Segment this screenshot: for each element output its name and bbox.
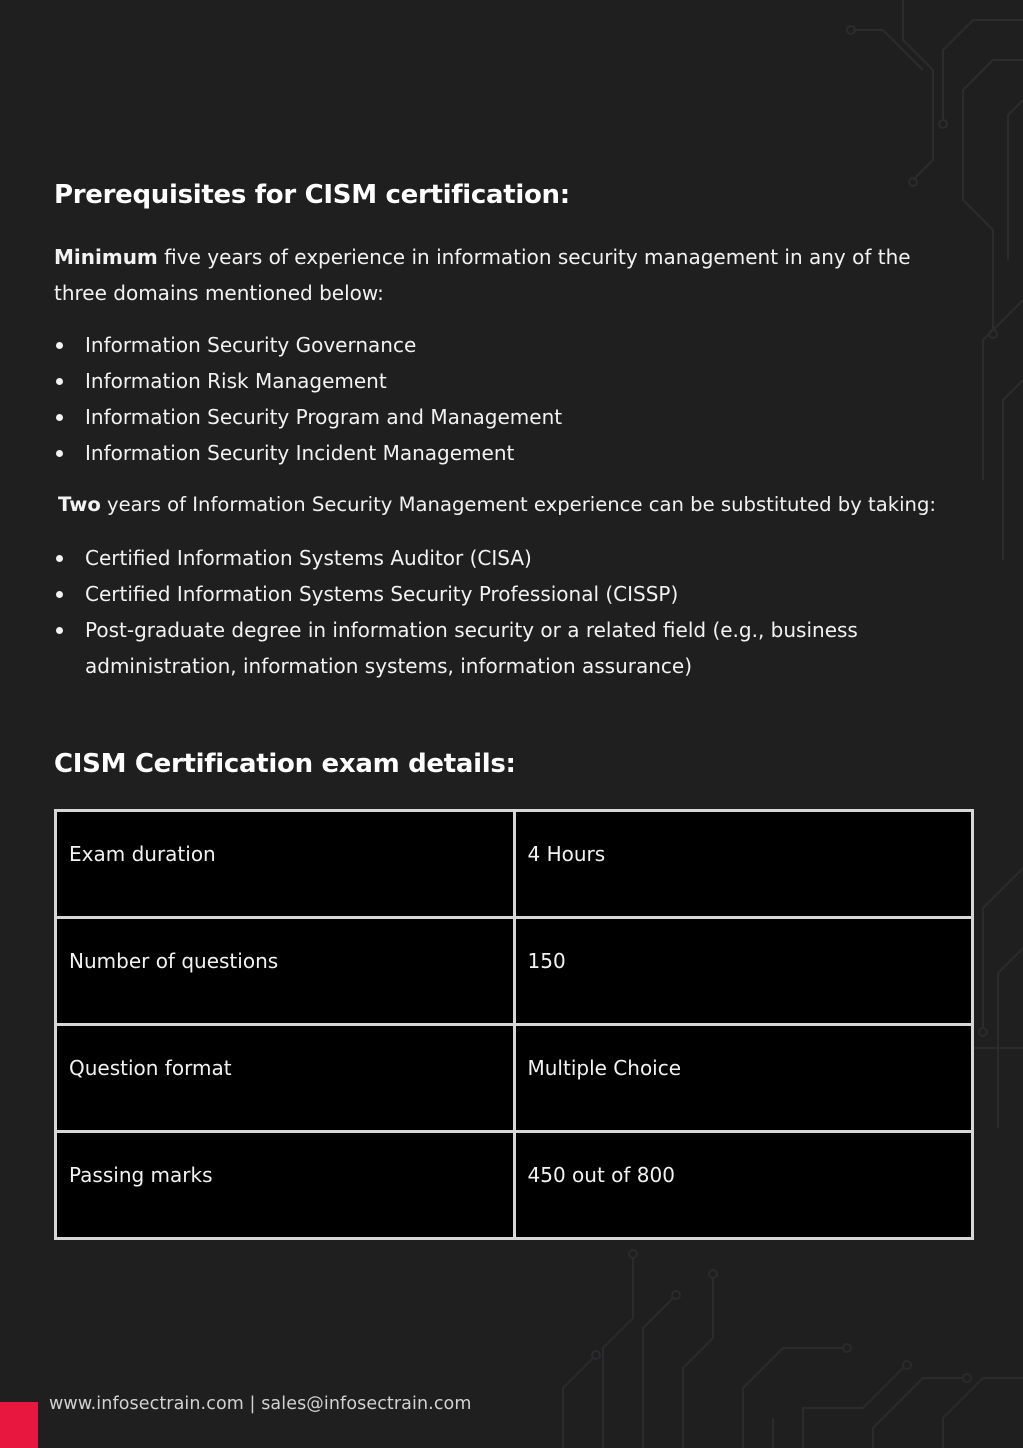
list-item xyxy=(54,435,954,471)
exam-details-table xyxy=(54,809,974,1240)
list-item-text: Information Security Program and Management xyxy=(85,405,563,429)
cell-text: Multiple Choice xyxy=(527,1056,682,1080)
table-row xyxy=(57,919,971,1023)
cell-text: 450 out of 800 xyxy=(527,1163,675,1187)
substitute-intro xyxy=(58,487,988,523)
table-cell-value xyxy=(516,919,972,1023)
intro-text: five years of experience in information security management in any of the three domains mentioned below: xyxy=(54,245,911,305)
substitute-bold: Two xyxy=(58,493,101,516)
footer-accent-bar xyxy=(0,1402,38,1448)
list-item-text: Information Risk Management xyxy=(85,369,387,393)
table-row xyxy=(57,1026,971,1130)
list-item xyxy=(54,576,954,612)
exam-details-heading: CISM Certification exam details: xyxy=(54,749,516,779)
substitutes-list xyxy=(54,540,954,684)
bullet-icon xyxy=(56,378,63,385)
list-item-text: Information Security Governance xyxy=(85,333,417,357)
prerequisites-heading: Prerequisites for CISM certification: xyxy=(54,180,570,210)
intro-bold: Minimum xyxy=(54,245,158,269)
table-cell-label xyxy=(57,1133,513,1237)
substitute-text: years of Information Security Management experience can be substituted by taking: xyxy=(100,493,936,516)
cell-text: Number of questions xyxy=(69,949,279,973)
table-cell-label xyxy=(57,919,513,1023)
table-cell-value xyxy=(516,1133,972,1237)
cell-text: Exam duration xyxy=(69,842,216,866)
list-item xyxy=(54,399,954,435)
bullet-icon xyxy=(56,591,63,598)
table-row xyxy=(57,1133,971,1237)
cell-text: Passing marks xyxy=(69,1163,213,1187)
bullet-icon xyxy=(56,627,63,634)
list-item-text: Post-graduate degree in information security or a related field (e.g., business administration, information systems, information assurance) xyxy=(85,618,858,678)
list-item-text: Certified Information Systems Auditor (CISA) xyxy=(85,546,532,570)
table-cell-label xyxy=(57,1026,513,1130)
list-item-text: Certified Information Systems Security Professional (CISSP) xyxy=(85,582,679,606)
bullet-icon xyxy=(56,555,63,562)
table-cell-value xyxy=(516,1026,972,1130)
cell-text: 150 xyxy=(527,949,566,973)
bullet-icon xyxy=(56,450,63,457)
table-cell-label xyxy=(57,812,513,916)
footer-contact[interactable]: www.infosectrain.com | sales@infosectrain.com xyxy=(49,1394,472,1414)
prerequisites-intro xyxy=(54,239,954,311)
domains-list xyxy=(54,327,954,471)
list-item xyxy=(54,540,954,576)
bullet-icon xyxy=(56,342,63,349)
bullet-icon xyxy=(56,414,63,421)
cell-text: Question format xyxy=(69,1056,232,1080)
cell-text: 4 Hours xyxy=(527,842,606,866)
table-row xyxy=(57,812,971,916)
list-item xyxy=(54,612,954,684)
table-cell-value xyxy=(516,812,972,916)
list-item xyxy=(54,363,954,399)
list-item-text: Information Security Incident Management xyxy=(85,441,515,465)
list-item xyxy=(54,327,954,363)
